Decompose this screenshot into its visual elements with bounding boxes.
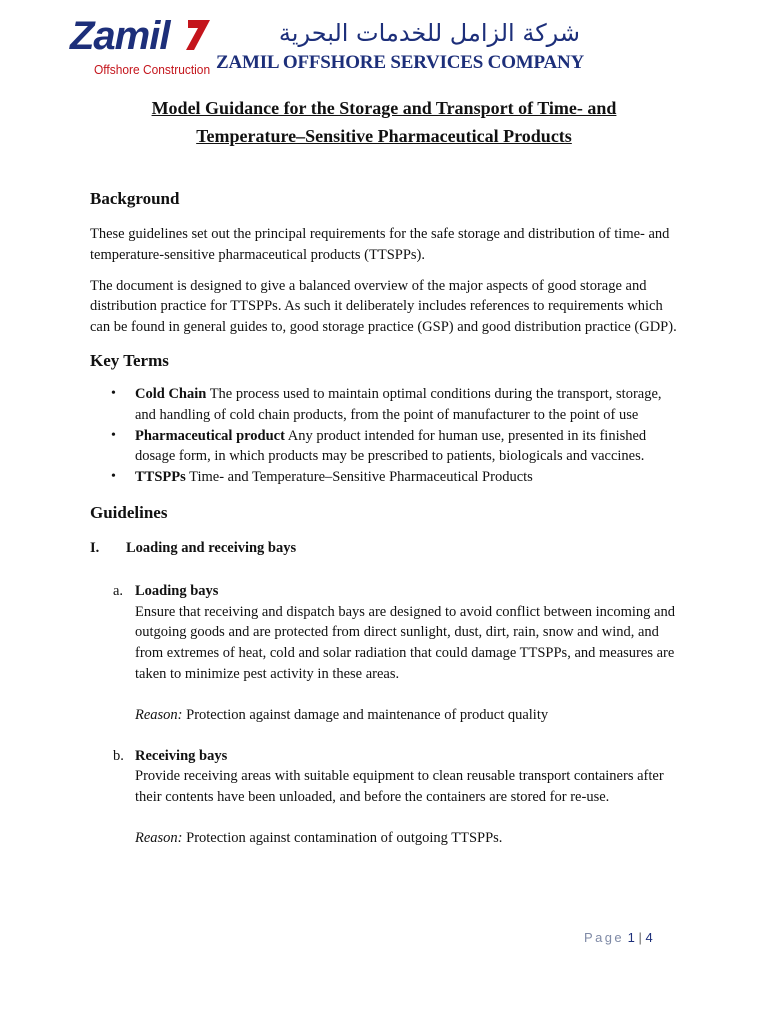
- title-line-2: Temperature–Sensitive Pharmaceutical Products: [196, 126, 572, 146]
- key-terms-list: [90, 384, 680, 488]
- term-definition: The process used to maintain optimal conditions during the transport, storage, and handling of cold chain products, from the point of manufacturer to the point of use: [135, 385, 662, 423]
- guidelines-heading: Guidelines: [90, 502, 168, 522]
- subsection-letter: b.: [113, 747, 124, 764]
- document-body: [90, 186, 680, 849]
- page-word: Page: [584, 930, 624, 945]
- subsection-loading-bays: [90, 581, 680, 726]
- title-line-1: Model Guidance for the Storage and Transport of Time- and: [151, 98, 617, 118]
- subsection-text: Ensure that receiving and dispatch bays are designed to avoid conflict between incoming and outgoing goods and are protected from direct sunlight, dust, dirt, rain, snow and wind, and from extremes of heat, cold and solar radiation that could damage TTSPPs, and measures are taken to minimize pest activity in these areas.: [135, 603, 675, 682]
- term-label: Cold Chain: [135, 385, 207, 402]
- section-title: Loading and receiving bays: [126, 539, 297, 556]
- term-label: Pharmaceutical product: [135, 427, 285, 444]
- company-name-english: ZAMIL OFFSHORE SERVICES COMPANY: [216, 52, 585, 73]
- section-heading-loading-receiving: [90, 538, 680, 559]
- background-heading: Background: [90, 189, 180, 208]
- list-item: [135, 384, 680, 426]
- key-terms-heading: Key Terms: [90, 350, 169, 370]
- term-label: TTSPPs: [135, 469, 186, 486]
- background-paragraph-1: These guidelines set out the principal requirements for the safe storage and distribution of time- and temperature-sensitive pharmaceutical products (TTSPPs).: [90, 226, 670, 263]
- reason-label: Reason:: [135, 706, 183, 723]
- zamil-logo-wordmark: Zamil: [70, 14, 170, 58]
- reason-text: Protection against contamination of outgoing TTSPPs.: [182, 829, 503, 846]
- subsection-label: Loading bays: [135, 582, 219, 599]
- background-paragraph-2: The document is designed to give a balanced overview of the major aspects of good storage and distribution practice for TTSPPs. As such it deliberately includes references to requirements which can be found in general guides to, good storage practice (GSP) and good distribution practice (GDP).: [90, 277, 677, 336]
- company-name-arabic: شركة الزامل للخدمات البحرية: [278, 19, 580, 47]
- reason-text: Protection against damage and maintenance of product quality: [182, 706, 549, 723]
- subsection-letter: a.: [113, 582, 124, 599]
- subsection-receiving-bays: [90, 746, 680, 849]
- reason-line: [135, 705, 680, 726]
- list-item: [135, 467, 680, 488]
- list-item: [135, 426, 680, 468]
- section-number: I.: [90, 539, 100, 556]
- logo-subtitle: Offshore Construction: [94, 62, 211, 77]
- reason-line: [135, 828, 680, 849]
- reason-label: Reason:: [135, 829, 183, 846]
- subsection-label: Receiving bays: [135, 747, 228, 764]
- letterhead: [70, 12, 590, 82]
- page-number: 1: [627, 930, 635, 945]
- subsection-text: Provide receiving areas with suitable equipment to clean reusable transport containers after their contents have been unloaded, and before the containers are stored for re-use.: [135, 768, 664, 806]
- page-footer: [584, 930, 653, 945]
- document-title: [90, 94, 678, 150]
- term-definition: Time- and Temperature–Sensitive Pharmaceutical Products: [185, 469, 533, 486]
- zamil-logo-mark-icon: [182, 16, 212, 52]
- term-definition: Any product intended for human use, presented in its finished dosage form, in which products may be prescribed to patients, biologicals and vaccines.: [135, 427, 647, 465]
- page-separator: |: [634, 930, 646, 945]
- page-total: 4: [645, 930, 653, 945]
